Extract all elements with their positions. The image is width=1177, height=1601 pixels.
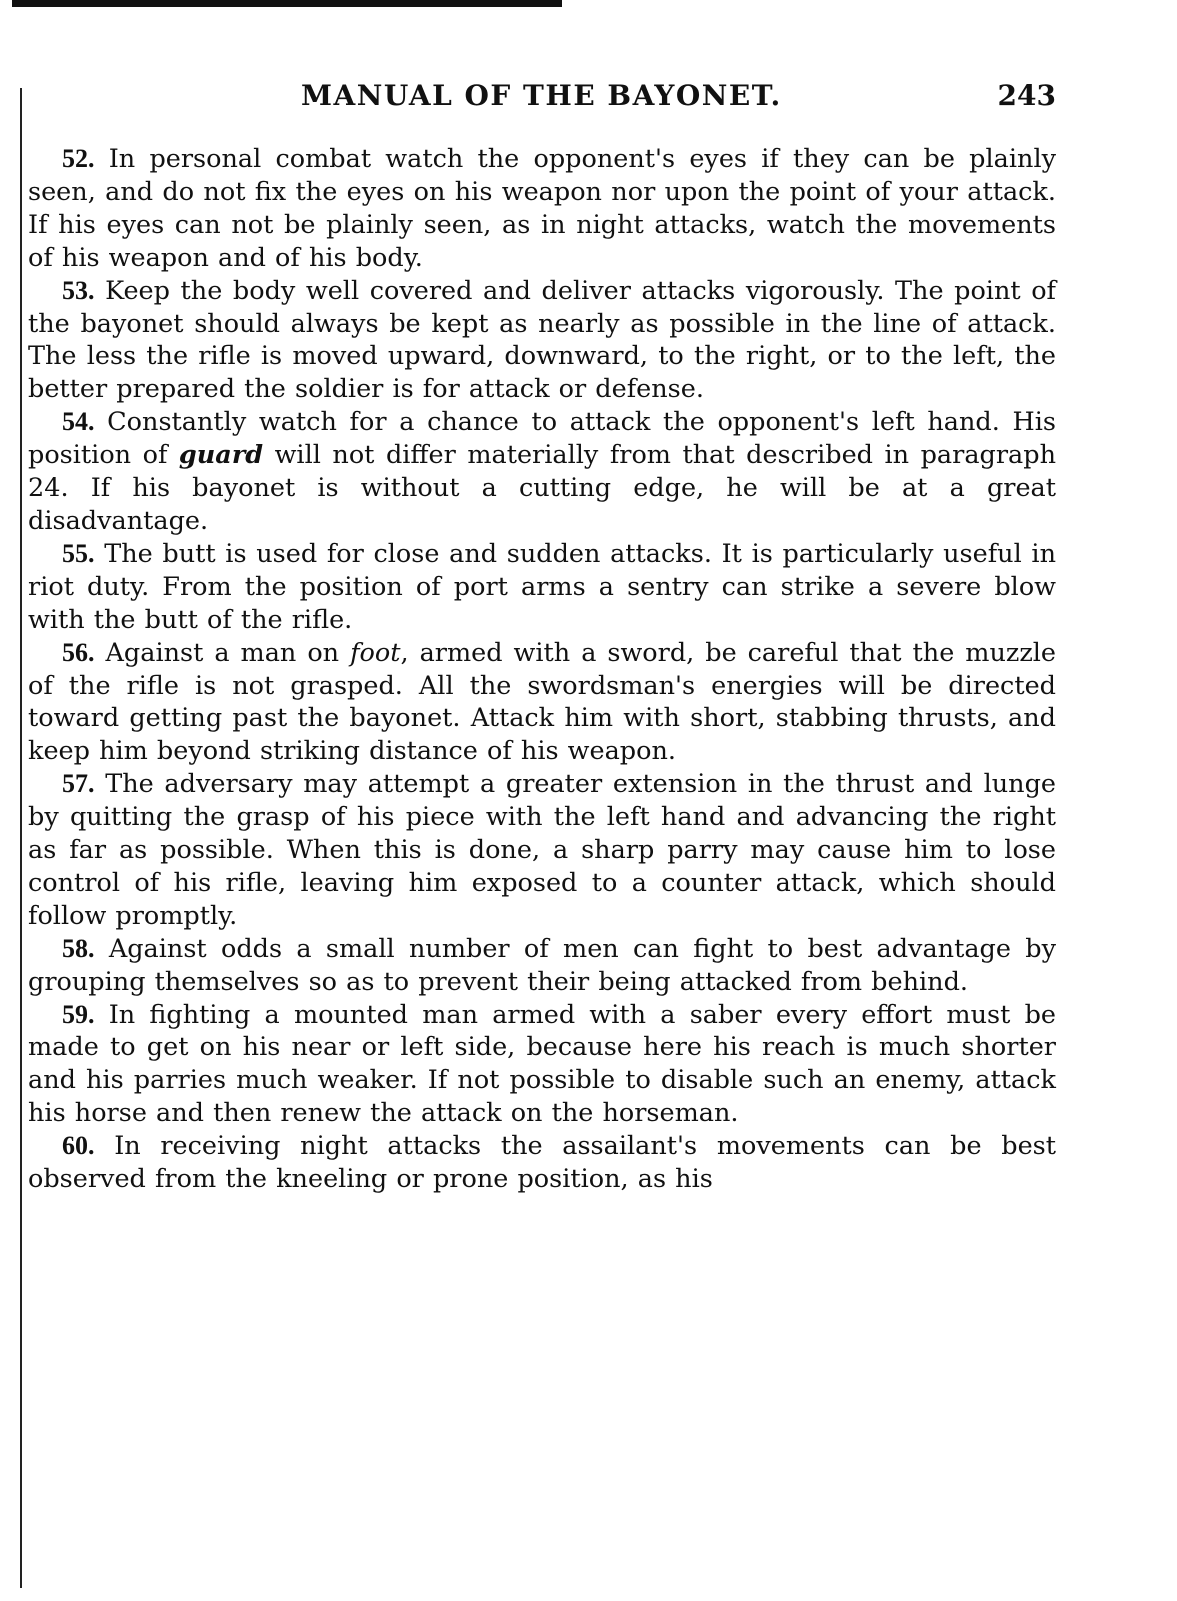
paragraph-55 [28,538,1056,637]
emphasized-term: guard [178,440,264,471]
paragraph-number: 60. [62,1131,95,1161]
paragraph-52 [28,143,1056,275]
paragraph-text: Constantly watch for a chance to attack the opponent's left hand. His position of [28,407,1056,471]
paragraph-number: 57. [62,769,95,799]
top-rule [12,0,562,7]
running-title: MANUAL OF THE BAYONET. [301,79,782,112]
paragraph-text: In receiving night attacks the assailant's movements can be best observed from the kneeling or prone position, as his [28,1131,1056,1195]
paragraph-text: In fighting a mounted man armed with a saber every effort must be made to get on his near or left side, because here his reach is much shorter and his parries much weaker. If not possible to disable such an enemy, attack his horse and then renew the attack on the horseman. [28,999,1056,1129]
paragraph-text: The butt is used for close and sudden attacks. It is particularly useful in riot duty. From the position of port arms a sentry can strike a severe blow with the butt of the rifle. [28,538,1057,635]
paragraph-text: In personal combat watch the opponent's eyes if they can be plainly seen, and do not fix the eyes on his weapon nor upon the point of your attack. If his eyes can not be plainly seen, as in night attacks, watch the movements of his weapon and of his body. [28,144,1057,273]
paragraph-58 [28,933,1056,999]
page-number: 243 [997,79,1056,112]
paragraph-59 [28,999,1056,1131]
paragraph-number: 54. [62,407,95,437]
paragraph-54 [28,406,1056,538]
paragraph-57 [28,768,1056,933]
paragraph-text: Against a man on [105,637,351,668]
paragraph-number: 56. [62,637,95,667]
paragraph-text: The adversary may attempt a greater extension in the thrust and lunge by quitting the grasp of his piece with the left hand and advancing the right as far as possible. When this is done, a sharp parry may cause him to lose control of his rifle, leaving him exposed to a counter attack, which should follow promptly. [28,769,1056,931]
paragraph-number: 52. [62,144,95,173]
paragraph-53 [28,275,1056,407]
paragraph-number: 59. [62,999,95,1029]
emphasized-term: foot [350,637,401,668]
paragraph-number: 53. [62,275,95,305]
paragraph-text: will not differ materially from that described in paragraph 24. If his bayonet is without a cutting edge, he will be at a great disadvantage. [28,440,1056,536]
page-edge-rule [20,88,22,1588]
paragraph-number: 55. [62,538,95,568]
page-header [36,76,1056,116]
paragraph-text: Against odds a small number of men can fight to best advantage by grouping themselves so as to prevent their being attacked from behind. [28,933,1056,997]
paragraph-text: , armed with a sword, be careful that the muzzle of the rifle is not grasped. All the swordsman's energies will be directed toward getting past the bayonet. Attack him with short, stabbing thrusts, and keep him beyond striking distance of his weapon. [28,637,1057,767]
paragraph-56 [28,637,1056,769]
paragraph-number: 58. [62,933,95,963]
body-text [28,143,1056,1196]
paragraph-60 [28,1130,1056,1196]
paragraph-text: Keep the body well covered and deliver attacks vigorously. The point of the bayonet should always be kept as nearly as possible in the line of attack. The less the rifle is moved upward, downward, to the right, or to the left, the better prepared the soldier is for attack or defense. [28,275,1056,405]
